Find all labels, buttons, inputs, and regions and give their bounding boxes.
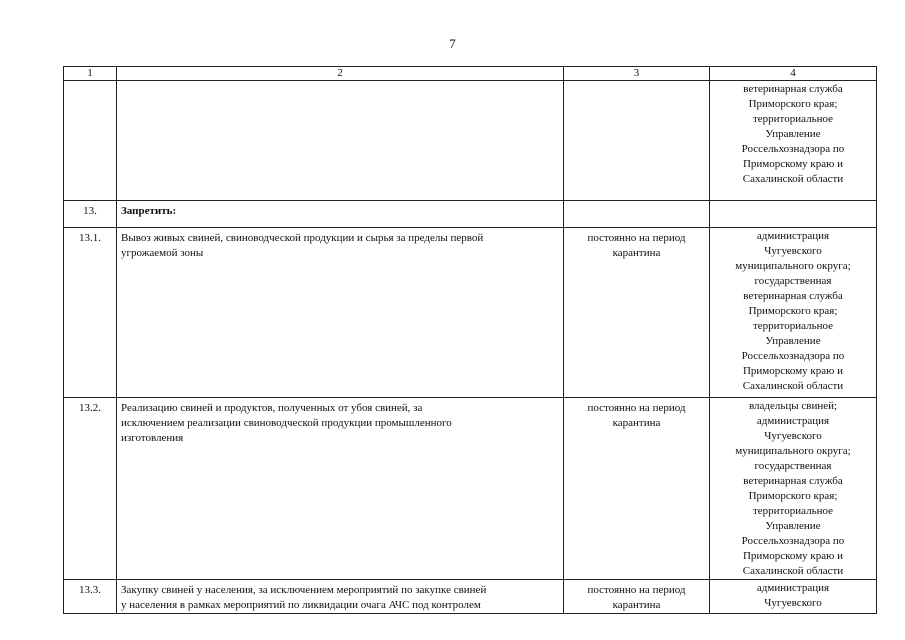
page-number: 7 [449,36,456,51]
responsible-line: Приморскому краю и [742,158,844,170]
responsible-line: муниципального округа; [735,445,851,457]
responsible-text [710,228,877,398]
header-col-3: 3 [564,67,710,81]
responsible-line: Приморского края; [748,98,838,110]
measure-line: Закупку свиней у населения, за исключением мероприятий по закупке свиней [121,584,487,596]
responsible-line: владельцы свиней; [748,400,838,412]
responsible-line: ветеринарная служба [743,290,843,302]
responsible-line: администрация [756,415,830,427]
responsible-text [710,398,877,580]
responsible-line: Сахалинской области [742,380,844,392]
measure-text [117,81,564,201]
row-number: 13.2. [64,398,117,580]
responsible-line: Сахалинской области [742,565,844,577]
measure-line: угрожаемой зоны [121,247,204,259]
responsible-line: Управление [765,335,821,347]
responsible-line: администрация [756,230,830,242]
responsible-line: территориальное [752,505,833,517]
responsible-line: Приморскому краю и [742,365,844,377]
table-row-13 [64,201,877,228]
period-text [564,398,710,580]
measure-line: Вывоз живых свиней, свиноводческой продукции и сырья за пределы первой [121,232,484,244]
period-line: постоянно на период [587,584,686,596]
responsible-line: территориальное [752,320,833,332]
responsible-line: Приморскому краю и [742,550,844,562]
responsible-line: Чугуевского [764,430,822,442]
table-row-continuation [64,81,877,201]
responsible-line: Приморского края; [748,490,838,502]
measure-line: Реализацию свиней и продуктов, полученных от убоя свиней, за [121,402,423,414]
table-row-13-1 [64,228,877,398]
measure-line: изготовления [121,432,184,444]
header-col-2: 2 [117,67,564,81]
responsible-line: Сахалинской области [742,173,844,185]
period-line: постоянно на период [587,402,686,414]
period-text [564,81,710,201]
responsible-line: ветеринарная служба [743,83,843,95]
responsible-line: Россельхознадзора по [741,535,845,547]
period-line: карантина [612,599,661,611]
period-line: карантина [612,247,661,259]
header-col-1: 1 [64,67,117,81]
row-number: 13. [64,201,117,228]
responsible-line: Приморского края; [748,305,838,317]
row-number: 13.1. [64,228,117,398]
period-text [564,201,710,228]
measure-line: у населения в рамках мероприятий по ликвидации очага АЧС под контролем [121,599,481,611]
responsible-line: ветеринарная служба [743,475,843,487]
responsible-line: Управление [765,520,821,532]
measure-line: исключением реализации свиноводческой продукции промышленного [121,417,452,429]
period-text [564,228,710,398]
measure-text [117,580,564,614]
period-line: карантина [612,417,661,429]
measure-text [117,398,564,580]
responsible-text [710,81,877,201]
responsible-text [710,580,877,614]
responsible-line: Россельхознадзора по [741,143,845,155]
responsible-line: администрация [756,582,830,594]
table-row-13-3 [64,580,877,614]
measures-table [63,66,877,614]
header-col-4: 4 [710,67,877,81]
responsible-text [710,201,877,228]
period-line: постоянно на период [587,232,686,244]
row-number: 13.3. [64,580,117,614]
measure-line: Запретить: [121,205,177,217]
responsible-line: территориальное [752,113,833,125]
table-row-13-2 [64,398,877,580]
header-row [64,67,877,81]
responsible-line: государственная [754,275,832,287]
period-text [564,580,710,614]
responsible-line: Россельхознадзора по [741,350,845,362]
measure-text [117,228,564,398]
responsible-line: муниципального округа; [735,260,851,272]
measure-text [117,201,564,228]
responsible-line: Чугуевского [764,245,822,257]
responsible-line: государственная [754,460,832,472]
row-number [64,81,117,201]
responsible-line: Чугуевского [764,597,822,609]
responsible-line: Управление [765,128,821,140]
